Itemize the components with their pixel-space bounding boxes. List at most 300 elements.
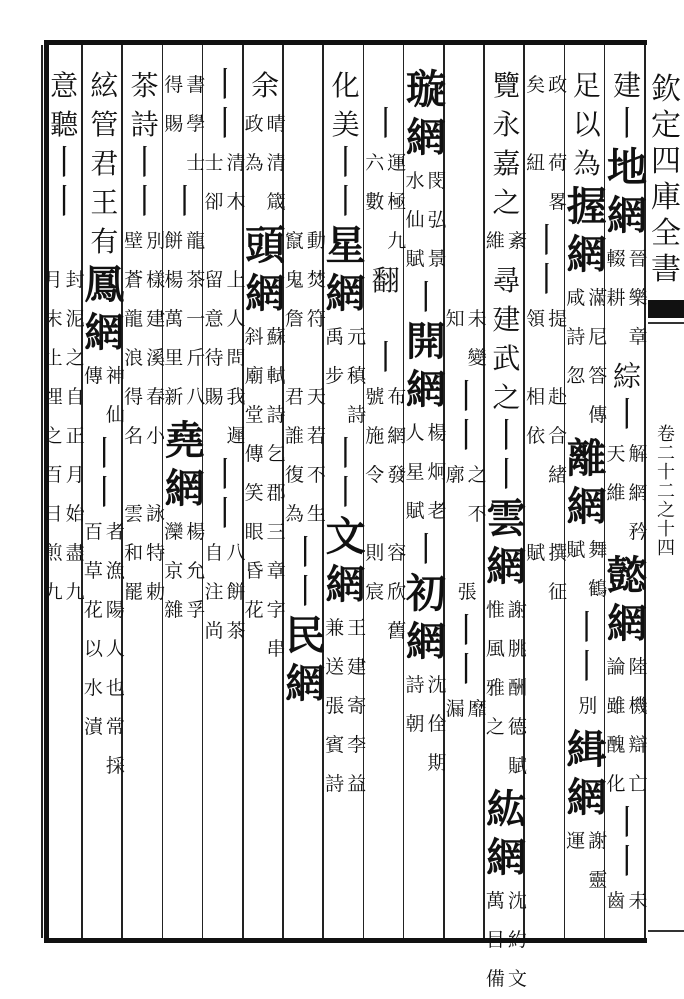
- annotation-glyph: 雅: [485, 677, 505, 699]
- annotation: [325, 609, 367, 804]
- annotation-glyph: 廟: [244, 365, 264, 387]
- annotation-glyph: 採: [105, 755, 125, 777]
- repeat-mark: [570, 648, 604, 687]
- annotation-glyph: 陸: [628, 656, 648, 678]
- annotation-glyph: 畧: [548, 191, 568, 213]
- annotation-glyph: 機: [628, 695, 648, 717]
- headword-glyph: 開: [406, 318, 446, 365]
- headword-glyph: 網: [607, 600, 647, 647]
- annotation-glyph: 朝: [405, 713, 425, 735]
- annotation: [124, 222, 166, 456]
- main-glyph: 足: [572, 69, 601, 102]
- annotation-glyph: 楊: [186, 521, 206, 543]
- annotation-glyph: 花: [83, 599, 103, 621]
- annotation-glyph: 紊: [507, 230, 527, 252]
- main-glyph: 意: [50, 69, 79, 102]
- annotation: [284, 222, 326, 339]
- repeat-mark: [208, 495, 242, 534]
- repeat-mark-glyph: 丨: [449, 377, 484, 417]
- annotation-glyph: 允: [186, 560, 206, 582]
- annotation-right: [186, 513, 206, 630]
- repeat-mark: [369, 339, 403, 378]
- annotation-right: [628, 240, 648, 357]
- annotation-glyph: 鶴: [588, 578, 608, 600]
- annotation: [365, 144, 407, 261]
- annotation-glyph: 步: [325, 365, 345, 387]
- annotation-glyph: 答: [588, 365, 608, 387]
- text-column: [483, 66, 529, 990]
- text-column: [162, 66, 208, 928]
- repeat-mark-glyph: 丨: [208, 104, 242, 144]
- annotation-glyph: 問: [226, 347, 246, 369]
- glyph: 四: [651, 144, 681, 179]
- main-glyph: 尋: [492, 264, 521, 297]
- annotation-glyph: 萬: [485, 890, 505, 912]
- text-column: [202, 66, 248, 928]
- headword-glyph: 雲: [486, 495, 527, 542]
- annotation-glyph: 常: [105, 716, 125, 738]
- headword: [567, 435, 607, 531]
- repeat-mark-glyph: 丨: [368, 104, 403, 144]
- annotation-right: [226, 144, 246, 222]
- book-title: [648, 72, 684, 288]
- headword: [567, 726, 607, 822]
- annotation-glyph: 學: [186, 113, 206, 135]
- annotation-glyph: 水: [405, 170, 425, 192]
- text-column: [81, 66, 127, 928]
- annotation-glyph: 政: [548, 74, 568, 96]
- annotation-glyph: 滿: [588, 287, 608, 309]
- annotation-glyph: 耕: [606, 287, 626, 309]
- annotation-glyph: 沈: [427, 674, 447, 696]
- annotation-glyph: 不: [306, 464, 326, 486]
- main-text: [131, 66, 159, 144]
- annotation-glyph: 征: [548, 581, 568, 603]
- main-glyph: 綜: [612, 360, 641, 393]
- annotation-glyph: 意: [204, 308, 224, 330]
- annotation-glyph: 樣: [146, 269, 166, 291]
- annotation-right: [548, 144, 568, 222]
- glyph: 全: [651, 216, 681, 251]
- annotation-right: [467, 456, 487, 534]
- repeat-mark: [87, 435, 121, 474]
- glyph: 四: [657, 538, 675, 559]
- repeat-mark: [570, 609, 604, 648]
- repeat-mark-glyph: 丨: [87, 434, 122, 474]
- annotation-right: [347, 318, 367, 435]
- annotation-glyph: 楊: [164, 269, 184, 291]
- annotation-glyph: 賜: [164, 113, 184, 135]
- annotation-right: [266, 318, 286, 669]
- annotation-right: [306, 222, 326, 339]
- text-column: [443, 66, 489, 928]
- annotation-glyph: 則: [365, 542, 385, 564]
- annotation: [566, 279, 608, 435]
- annotation-right: [628, 435, 648, 552]
- repeat-mark-glyph: 丨: [489, 416, 524, 456]
- annotation-glyph: 德: [507, 716, 527, 738]
- annotation-glyph: 雜: [164, 599, 184, 621]
- annotation-glyph: 賓: [325, 734, 345, 756]
- annotation-glyph: 自: [204, 542, 224, 564]
- annotation: [325, 318, 367, 435]
- headword: [245, 222, 285, 318]
- annotation-glyph: 維: [606, 482, 626, 504]
- annotation-glyph: 禹: [325, 326, 345, 348]
- repeat-mark-glyph: 丨: [610, 395, 644, 435]
- annotation: [204, 144, 246, 222]
- annotation-glyph: 佺: [427, 713, 447, 735]
- annotation-glyph: 齒: [606, 890, 626, 912]
- annotation-right: [387, 534, 407, 651]
- annotation-glyph: 得: [124, 386, 144, 408]
- annotation-glyph: 勅: [146, 581, 166, 603]
- headword-glyph: 網: [406, 366, 446, 413]
- annotation-glyph: 九: [65, 581, 85, 603]
- annotation-glyph: 號: [365, 386, 385, 408]
- annotation-glyph: 以: [83, 638, 103, 660]
- text-column: [41, 66, 87, 928]
- annotation-glyph: 運: [387, 152, 407, 174]
- repeat-mark-glyph: 丨: [409, 278, 443, 318]
- annotation-glyph: 輟: [606, 248, 626, 270]
- annotation-right: [65, 261, 85, 612]
- annotation-glyph: 欣: [387, 581, 407, 603]
- annotation-right: [548, 66, 568, 105]
- annotation-glyph: 灤: [164, 521, 184, 543]
- annotation-glyph: 月: [65, 464, 85, 486]
- headword-glyph: 網: [325, 270, 366, 317]
- main-glyph: 余: [251, 69, 280, 102]
- annotation: [124, 495, 166, 612]
- annotation-glyph: 楊: [427, 422, 447, 444]
- annotation-glyph: 漁: [105, 560, 125, 582]
- annotation: [445, 300, 487, 378]
- annotation-glyph: 別: [578, 695, 598, 717]
- annotation-right: [588, 531, 608, 609]
- annotation-glyph: 謝: [588, 830, 608, 852]
- repeat-mark-glyph: 丨: [208, 494, 242, 534]
- annotation-glyph: 晉: [628, 248, 648, 270]
- annotation-glyph: 極: [387, 191, 407, 213]
- text-column: [282, 66, 328, 928]
- annotation-glyph: 荷: [548, 152, 568, 174]
- annotation-glyph: 竄: [284, 230, 304, 252]
- annotation-glyph: 變: [467, 347, 487, 369]
- annotation-right: [548, 300, 568, 339]
- glyph: 卷: [657, 424, 675, 445]
- annotation-glyph: 士: [186, 152, 206, 174]
- annotation: [164, 222, 206, 417]
- annotation-glyph: 花: [244, 599, 264, 621]
- headword-glyph: 網: [285, 660, 326, 707]
- main-glyph: 茶: [130, 69, 159, 102]
- annotation-glyph: 撰: [548, 542, 568, 564]
- repeat-mark: [610, 105, 644, 144]
- annotation-glyph: 日: [43, 503, 63, 525]
- annotation-right: [266, 105, 286, 222]
- annotation-right: [588, 279, 608, 435]
- annotation-glyph: 賦: [566, 539, 586, 561]
- annotation-right: [548, 378, 568, 495]
- annotation-glyph: 炯: [427, 461, 447, 483]
- annotation: [204, 534, 246, 651]
- annotation-right: [588, 822, 608, 900]
- annotation: [445, 690, 487, 729]
- annotation-glyph: 詹: [284, 308, 304, 330]
- annotation-glyph: 相: [526, 386, 546, 408]
- annotation-right: [628, 882, 648, 921]
- annotation-glyph: 弘: [427, 209, 447, 231]
- headword-glyph: 握: [566, 183, 607, 230]
- fold-rule-lower: [648, 930, 684, 932]
- annotation-glyph: 泥: [65, 308, 85, 330]
- annotation-glyph: 星: [405, 461, 425, 483]
- annotation-glyph: 不: [467, 503, 487, 525]
- annotation-glyph: 春: [146, 386, 166, 408]
- annotation-glyph: 老: [427, 500, 447, 522]
- headword-glyph: 初: [406, 570, 446, 617]
- annotation-glyph: 新: [164, 386, 184, 408]
- annotation-glyph: 之: [43, 425, 63, 447]
- annotation-glyph: 盡: [65, 542, 85, 564]
- annotation-glyph: 清: [226, 152, 246, 174]
- annotation: [164, 66, 206, 183]
- main-text: [372, 261, 400, 300]
- repeat-mark: [168, 183, 202, 222]
- headword-glyph: 網: [607, 192, 647, 239]
- annotation-glyph: 封: [65, 269, 85, 291]
- repeat-mark: [329, 183, 363, 222]
- repeat-mark: [610, 843, 644, 882]
- annotation-glyph: 紐: [526, 152, 546, 174]
- annotation-glyph: 堂: [244, 404, 264, 426]
- annotation-glyph: 張: [325, 695, 345, 717]
- text-column: [323, 66, 369, 928]
- annotation-glyph: 陽: [105, 599, 125, 621]
- annotation-glyph: 沈: [507, 890, 527, 912]
- annotation-glyph: 三: [266, 521, 286, 543]
- headword-glyph: 鳳: [84, 261, 125, 308]
- headword: [285, 612, 325, 708]
- annotation: [455, 573, 477, 612]
- text-column: [524, 66, 570, 928]
- main-glyph: 管: [90, 108, 119, 141]
- repeat-mark: [489, 417, 523, 456]
- annotation-glyph: 未: [467, 308, 487, 330]
- annotation-glyph: 期: [427, 752, 447, 774]
- annotation-glyph: 茶: [226, 620, 246, 642]
- glyph: 庫: [651, 180, 681, 215]
- main-glyph: 建: [492, 303, 521, 336]
- annotation-glyph: 八: [226, 542, 246, 564]
- annotation-glyph: 咸: [566, 287, 586, 309]
- main-text: [50, 66, 78, 144]
- annotation-glyph: 賦: [507, 755, 527, 777]
- annotation: [244, 105, 286, 222]
- headword: [486, 495, 526, 591]
- annotation-glyph: 待: [204, 347, 224, 369]
- annotation-glyph: 建: [146, 308, 166, 330]
- main-glyph: 君: [90, 147, 119, 180]
- annotation: [445, 456, 487, 534]
- annotation: [284, 378, 326, 534]
- main-glyph: 為: [572, 147, 601, 180]
- annotation-glyph: 發: [387, 464, 407, 486]
- repeat-mark-glyph: 丨: [167, 182, 202, 222]
- annotation-right: [427, 414, 447, 531]
- annotation-right: [427, 162, 447, 279]
- annotation-glyph: 溪: [146, 347, 166, 369]
- annotation-glyph: 一: [186, 308, 206, 330]
- repeat-mark: [208, 456, 242, 495]
- annotation-glyph: 布: [387, 386, 407, 408]
- main-glyph: 翻: [371, 264, 400, 297]
- glyph: 欽: [651, 72, 681, 107]
- annotation-glyph: 草: [83, 560, 103, 582]
- annotation-glyph: 赴: [548, 386, 568, 408]
- main-glyph: 美: [331, 108, 360, 141]
- annotation-glyph: 靡: [467, 698, 487, 720]
- annotation-right: [387, 144, 407, 261]
- annotation: [485, 591, 527, 786]
- annotation-glyph: 符: [306, 308, 326, 330]
- annotation-glyph: 軾: [266, 365, 286, 387]
- annotation-glyph: 依: [526, 425, 546, 447]
- annotation-glyph: 舊: [387, 620, 407, 642]
- repeat-mark: [329, 435, 363, 474]
- main-text: [492, 66, 520, 222]
- annotation-glyph: 張: [457, 581, 477, 603]
- main-glyph: 絃: [90, 69, 119, 102]
- annotation-glyph: 遲: [226, 425, 246, 447]
- repeat-mark: [449, 417, 483, 456]
- annotation-glyph: 元: [347, 326, 367, 348]
- headword: [165, 417, 205, 513]
- annotation-glyph: 留: [204, 269, 224, 291]
- annotation-glyph: 文: [507, 968, 527, 990]
- annotation-glyph: 化: [606, 773, 626, 795]
- annotation-glyph: 士: [204, 152, 224, 174]
- annotation: [526, 66, 568, 105]
- annotation-glyph: 斜: [244, 326, 264, 348]
- repeat-mark: [128, 144, 162, 183]
- annotation-glyph: 賦: [405, 248, 425, 270]
- annotation-glyph: 我: [226, 386, 246, 408]
- annotation-glyph: 復: [284, 464, 304, 486]
- annotation-glyph: 動: [306, 230, 326, 252]
- annotation-glyph: 龍: [186, 230, 206, 252]
- repeat-mark-glyph: 丨: [328, 182, 363, 222]
- annotation: [164, 513, 206, 630]
- repeat-mark-glyph: 丨: [569, 608, 604, 648]
- repeat-mark: [610, 396, 644, 435]
- annotation-right: [467, 300, 487, 378]
- repeat-mark-glyph: 丨: [449, 611, 484, 651]
- annotation-glyph: 景: [427, 248, 447, 270]
- annotation-glyph: 合: [548, 425, 568, 447]
- annotation-glyph: 若: [306, 425, 326, 447]
- annotation: [485, 222, 527, 261]
- annotation-glyph: 傳: [83, 365, 103, 387]
- annotation-glyph: 送: [325, 656, 345, 678]
- headword-glyph: 網: [84, 309, 125, 356]
- main-glyph: 覽: [492, 69, 521, 102]
- annotation-glyph: 六: [365, 152, 385, 174]
- repeat-mark: [449, 612, 483, 651]
- main-glyph: 王: [90, 186, 119, 219]
- annotation-glyph: 罷: [124, 581, 144, 603]
- annotation-glyph: 木: [226, 191, 246, 213]
- repeat-mark-glyph: 丨: [328, 143, 363, 183]
- annotation-glyph: 政: [244, 113, 264, 135]
- annotation-glyph: 樂: [628, 287, 648, 309]
- annotation-glyph: 小: [146, 425, 166, 447]
- main-text: [573, 66, 601, 183]
- headword-glyph: 紘: [486, 786, 527, 833]
- annotation-glyph: 眼: [244, 521, 264, 543]
- repeat-mark: [128, 183, 162, 222]
- repeat-mark-glyph: 丨: [610, 104, 644, 144]
- annotation-glyph: 昏: [244, 560, 264, 582]
- annotation-glyph: 神: [105, 365, 125, 387]
- annotation-glyph: 舞: [588, 539, 608, 561]
- annotation-glyph: 百: [43, 464, 63, 486]
- annotation-glyph: 始: [65, 503, 85, 525]
- annotation-glyph: 鬼: [284, 269, 304, 291]
- annotation-glyph: 漏: [445, 698, 465, 720]
- annotation-glyph: 孚: [186, 599, 206, 621]
- annotation-glyph: 水: [83, 677, 103, 699]
- annotation-glyph: 論: [606, 656, 626, 678]
- annotation: [405, 414, 447, 531]
- annotation-glyph: 浪: [124, 347, 144, 369]
- annotation-glyph: 令: [365, 464, 385, 486]
- repeat-mark: [409, 279, 443, 318]
- headword-glyph: 網: [245, 270, 286, 317]
- headword: [486, 786, 526, 882]
- annotation-glyph: 賦: [526, 542, 546, 564]
- repeat-mark: [87, 474, 121, 513]
- headword-glyph: 懿: [607, 552, 647, 599]
- annotation-glyph: 容: [387, 542, 407, 564]
- annotation-glyph: 誰: [284, 425, 304, 447]
- repeat-mark-glyph: 丨: [328, 434, 363, 474]
- repeat-mark: [288, 534, 322, 573]
- repeat-mark: [409, 531, 443, 570]
- annotation-glyph: 王: [347, 617, 367, 639]
- repeat-mark-glyph: 丨: [288, 572, 323, 612]
- repeat-mark-glyph: 丨: [610, 803, 644, 843]
- main-glyph: 聽: [50, 108, 79, 141]
- repeat-mark-glyph: 丨: [569, 647, 604, 687]
- headword: [607, 144, 647, 240]
- annotation-glyph: 之: [65, 347, 85, 369]
- annotation-glyph: 末: [43, 308, 63, 330]
- headword: [84, 261, 124, 357]
- annotation-glyph: 人: [405, 422, 425, 444]
- annotation-glyph: 天: [606, 443, 626, 465]
- annotation-glyph: 建: [347, 656, 367, 678]
- headword-glyph: 網: [486, 543, 527, 590]
- annotation-glyph: 矜: [628, 521, 648, 543]
- annotation-glyph: 備: [485, 968, 505, 990]
- annotation-glyph: 壁: [124, 230, 144, 252]
- headword: [406, 66, 446, 162]
- headword-glyph: 緝: [566, 726, 607, 773]
- repeat-mark-glyph: 丨: [127, 182, 162, 222]
- annotation-glyph: 知: [445, 308, 465, 330]
